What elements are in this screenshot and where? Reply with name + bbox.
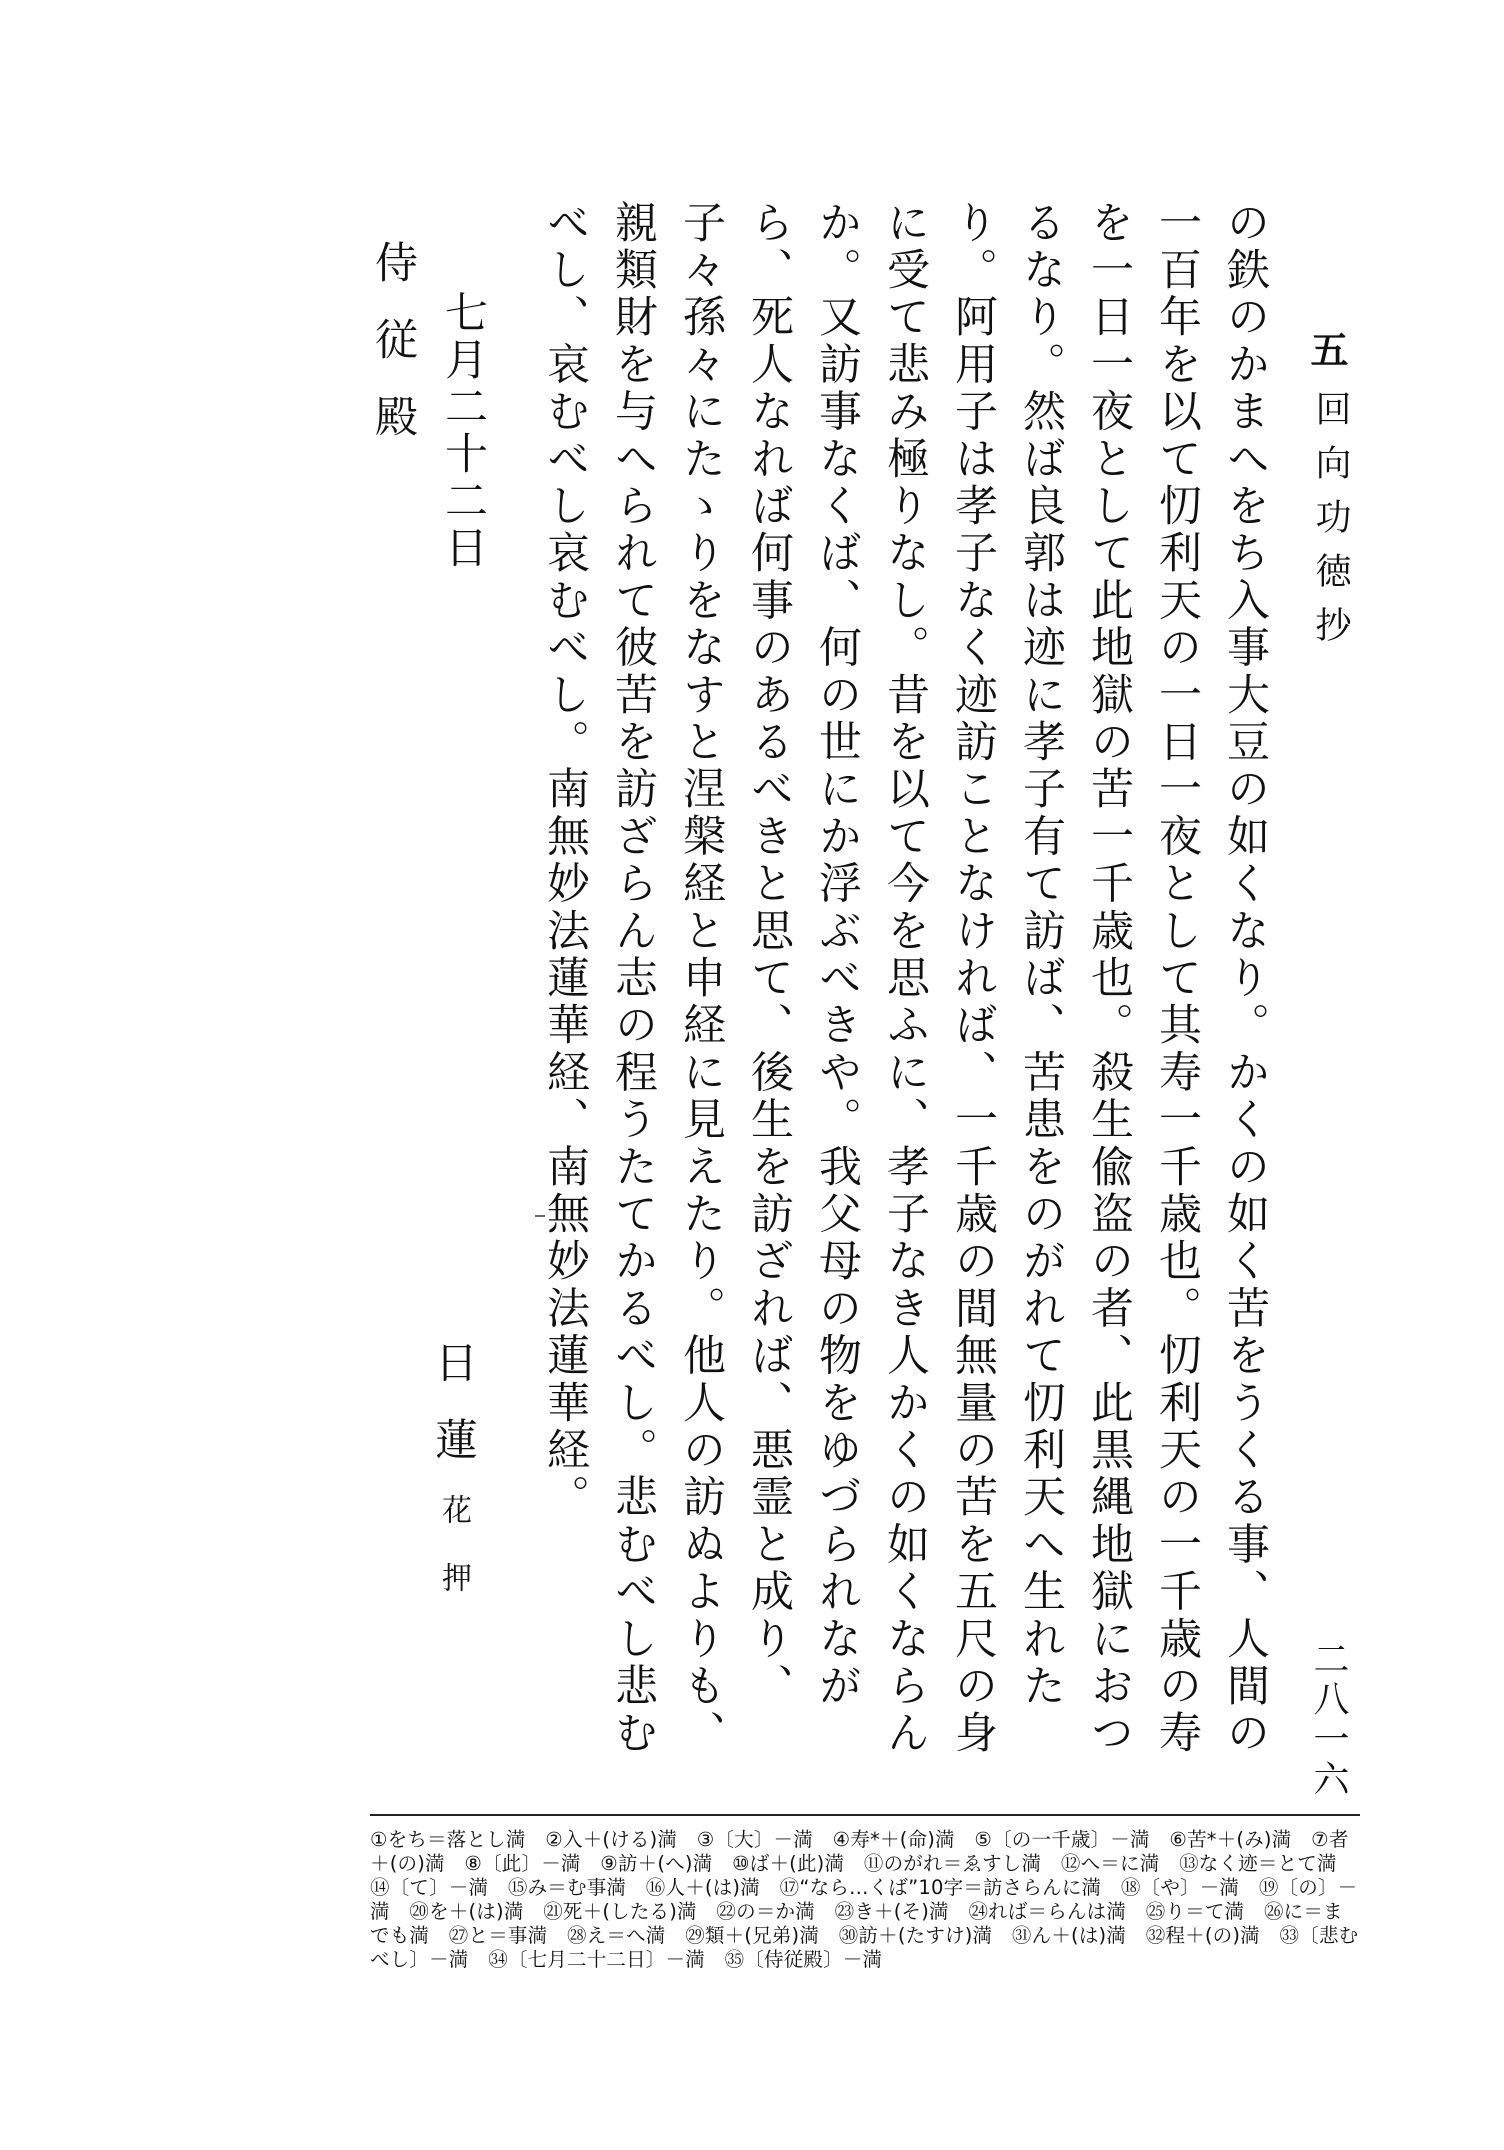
small-dash (535, 1215, 545, 1217)
main-text (531, 200, 1279, 1800)
header-section: 五 (1304, 330, 1349, 372)
footnote-block: ①をち＝落とし満 ②入＋(ける)満 ③〔大〕－満 ④寿*＋(命)満 ⑤〔の一千歳〕－満 ⑥苦*＋(み)満 ⑦者＋(の)満 ⑧〔此〕－満 ⑨訪＋(へ)満 ⑩ば＋(此)満 ⑪のがれ＝ゑすし満 ⑫へ＝に満 ⑬なく迹＝とて満 ⑭〔て〕－満 ⑮み＝む事満 ⑯人＋(は)満 ⑰“なら…くば”10字＝訪さらんに満 ⑱〔や〕－満 ⑲〔の〕－満 ⑳を＋(は)満 ㉑死＋(したる)満 ㉒の＝か満 ㉓き＋(そ)満 ㉔れば＝らんは満 ㉕り＝て満 ㉖に＝までも満 ㉗と＝事満 ㉘え＝へ満 ㉙類＋(兄弟)満 ㉚訪＋(たすけ)満 ㉛ん＋(は)満 ㉜程＋(の)満 ㉝〔悲むべし〕－満 ㉞〔七月二十二日〕－満 ㉟〔侍従殿〕－満 (370, 1828, 1359, 1971)
body-paragraph: の鉄のかまへをち入事大豆の如くなり。かくの如く苦をうくる事、人間の一百年を以て忉利天の一日一夜として其寿一千歳也。忉利天の一千歳の寿を一日一夜として此地獄の苦一千歳也。殺生偸盗の者、此黒縄地獄におつるなり。然ば良郭は迹に孝子有て訪ば、苦患をのがれて忉利天へ生れたり。阿用子は孝子なく迹訪ことなければ、一千歳の間無量の苦を五尺の身に受て悲み極りなし。昔を以て今を思ふに、孝子なき人かくの如くならんか。又訪事なくば、何の世にか浮ぶべきや。我父母の物をゆづられながら、死人なれば何事のあるべきと思て、後生を訪ざれば、悪霊と成り、子々孫々にたゝりをなすと涅槃経と申経に見えたり。他人の訪ぬよりも、親類財を与へられて彼苦を訪ざらん志の程うたてかるべし。悲むべし悲むべし、哀むべし哀むべし。南無妙法蓮華経、南無妙法蓮華経。 (540, 200, 1270, 1758)
divider (370, 1814, 1360, 1816)
date-line: 七月二十二日 (438, 290, 488, 572)
signature-name: 日蓮 (428, 1340, 478, 1494)
footnotes (370, 1828, 1360, 1972)
header-title: 回向功徳抄 (1310, 390, 1351, 660)
signature-seal: 花押 (436, 1494, 471, 1630)
signature (423, 1340, 484, 1630)
recipient: 侍従殿 (368, 240, 418, 471)
page-number: 二八一六 (1308, 1640, 1349, 1800)
